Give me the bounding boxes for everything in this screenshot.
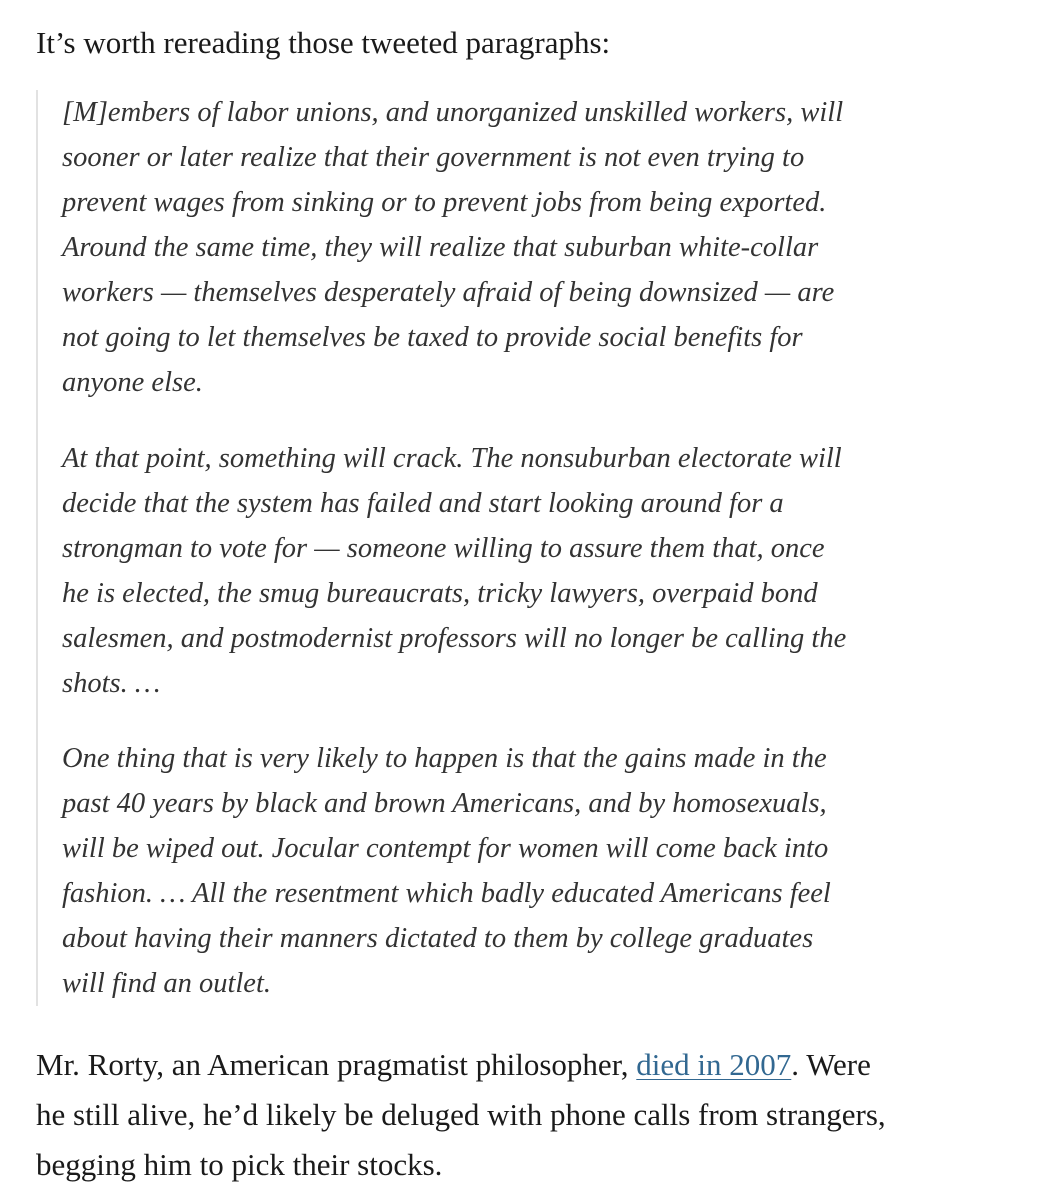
closing-line-1 (36, 1040, 886, 1090)
quote-line: sooner or later realize that their government is not even trying to (62, 142, 805, 173)
quote-paragraph-3 (62, 736, 831, 1006)
quote-line: prevent wages from sinking or to prevent jobs from being exported. (62, 187, 827, 218)
block-quote (36, 90, 1008, 1006)
quote-line: decide that the system has failed and start looking around for a (62, 488, 784, 519)
closing-paragraph (36, 1040, 886, 1190)
closing-text: Mr. Rorty, an American pragmatist philosopher, (36, 1047, 637, 1082)
quote-line: workers — themselves desperately afraid of being downsized — are (62, 277, 835, 308)
quote-line: At that point, something will crack. The nonsuburban electorate will (62, 443, 842, 474)
quote-line: will find an outlet. (62, 968, 272, 999)
quote-line: shots. … (62, 668, 161, 699)
quote-line: past 40 years by black and brown Americans, and by homosexuals, (62, 788, 827, 819)
quote-line: about having their manners dictated to them by college graduates (62, 923, 814, 954)
quote-line: he is elected, the smug bureaucrats, tricky lawyers, overpaid bond (62, 578, 818, 609)
quote-line: Around the same time, they will realize that suburban white-collar (62, 232, 819, 263)
quote-line: [M]embers of labor unions, and unorganized unskilled workers, will (62, 97, 844, 128)
closing-text: . Were (791, 1047, 871, 1082)
intro-paragraph: It’s worth rereading those tweeted paragraphs: (36, 25, 611, 60)
closing-line-3: begging him to pick their stocks. (36, 1147, 443, 1182)
quote-line: fashion. … All the resentment which badly educated Americans feel (62, 878, 831, 909)
died-in-2007-link[interactable]: died in 2007 (636, 1047, 792, 1082)
quote-line: not going to let themselves be taxed to provide social benefits for (62, 322, 803, 353)
quote-line: anyone else. (62, 367, 203, 398)
quote-line: will be wiped out. Jocular contempt for women will come back into (62, 833, 829, 864)
quote-paragraph-2 (62, 436, 846, 706)
quote-paragraph-1 (62, 90, 843, 405)
quote-line: strongman to vote for — someone willing to assure them that, once (62, 533, 825, 564)
quote-line: One thing that is very likely to happen is that the gains made in the (62, 743, 827, 774)
quote-line: salesmen, and postmodernist professors will no longer be calling the (62, 623, 847, 654)
closing-line-2: he still alive, he’d likely be deluged with phone calls from strangers, (36, 1097, 886, 1132)
